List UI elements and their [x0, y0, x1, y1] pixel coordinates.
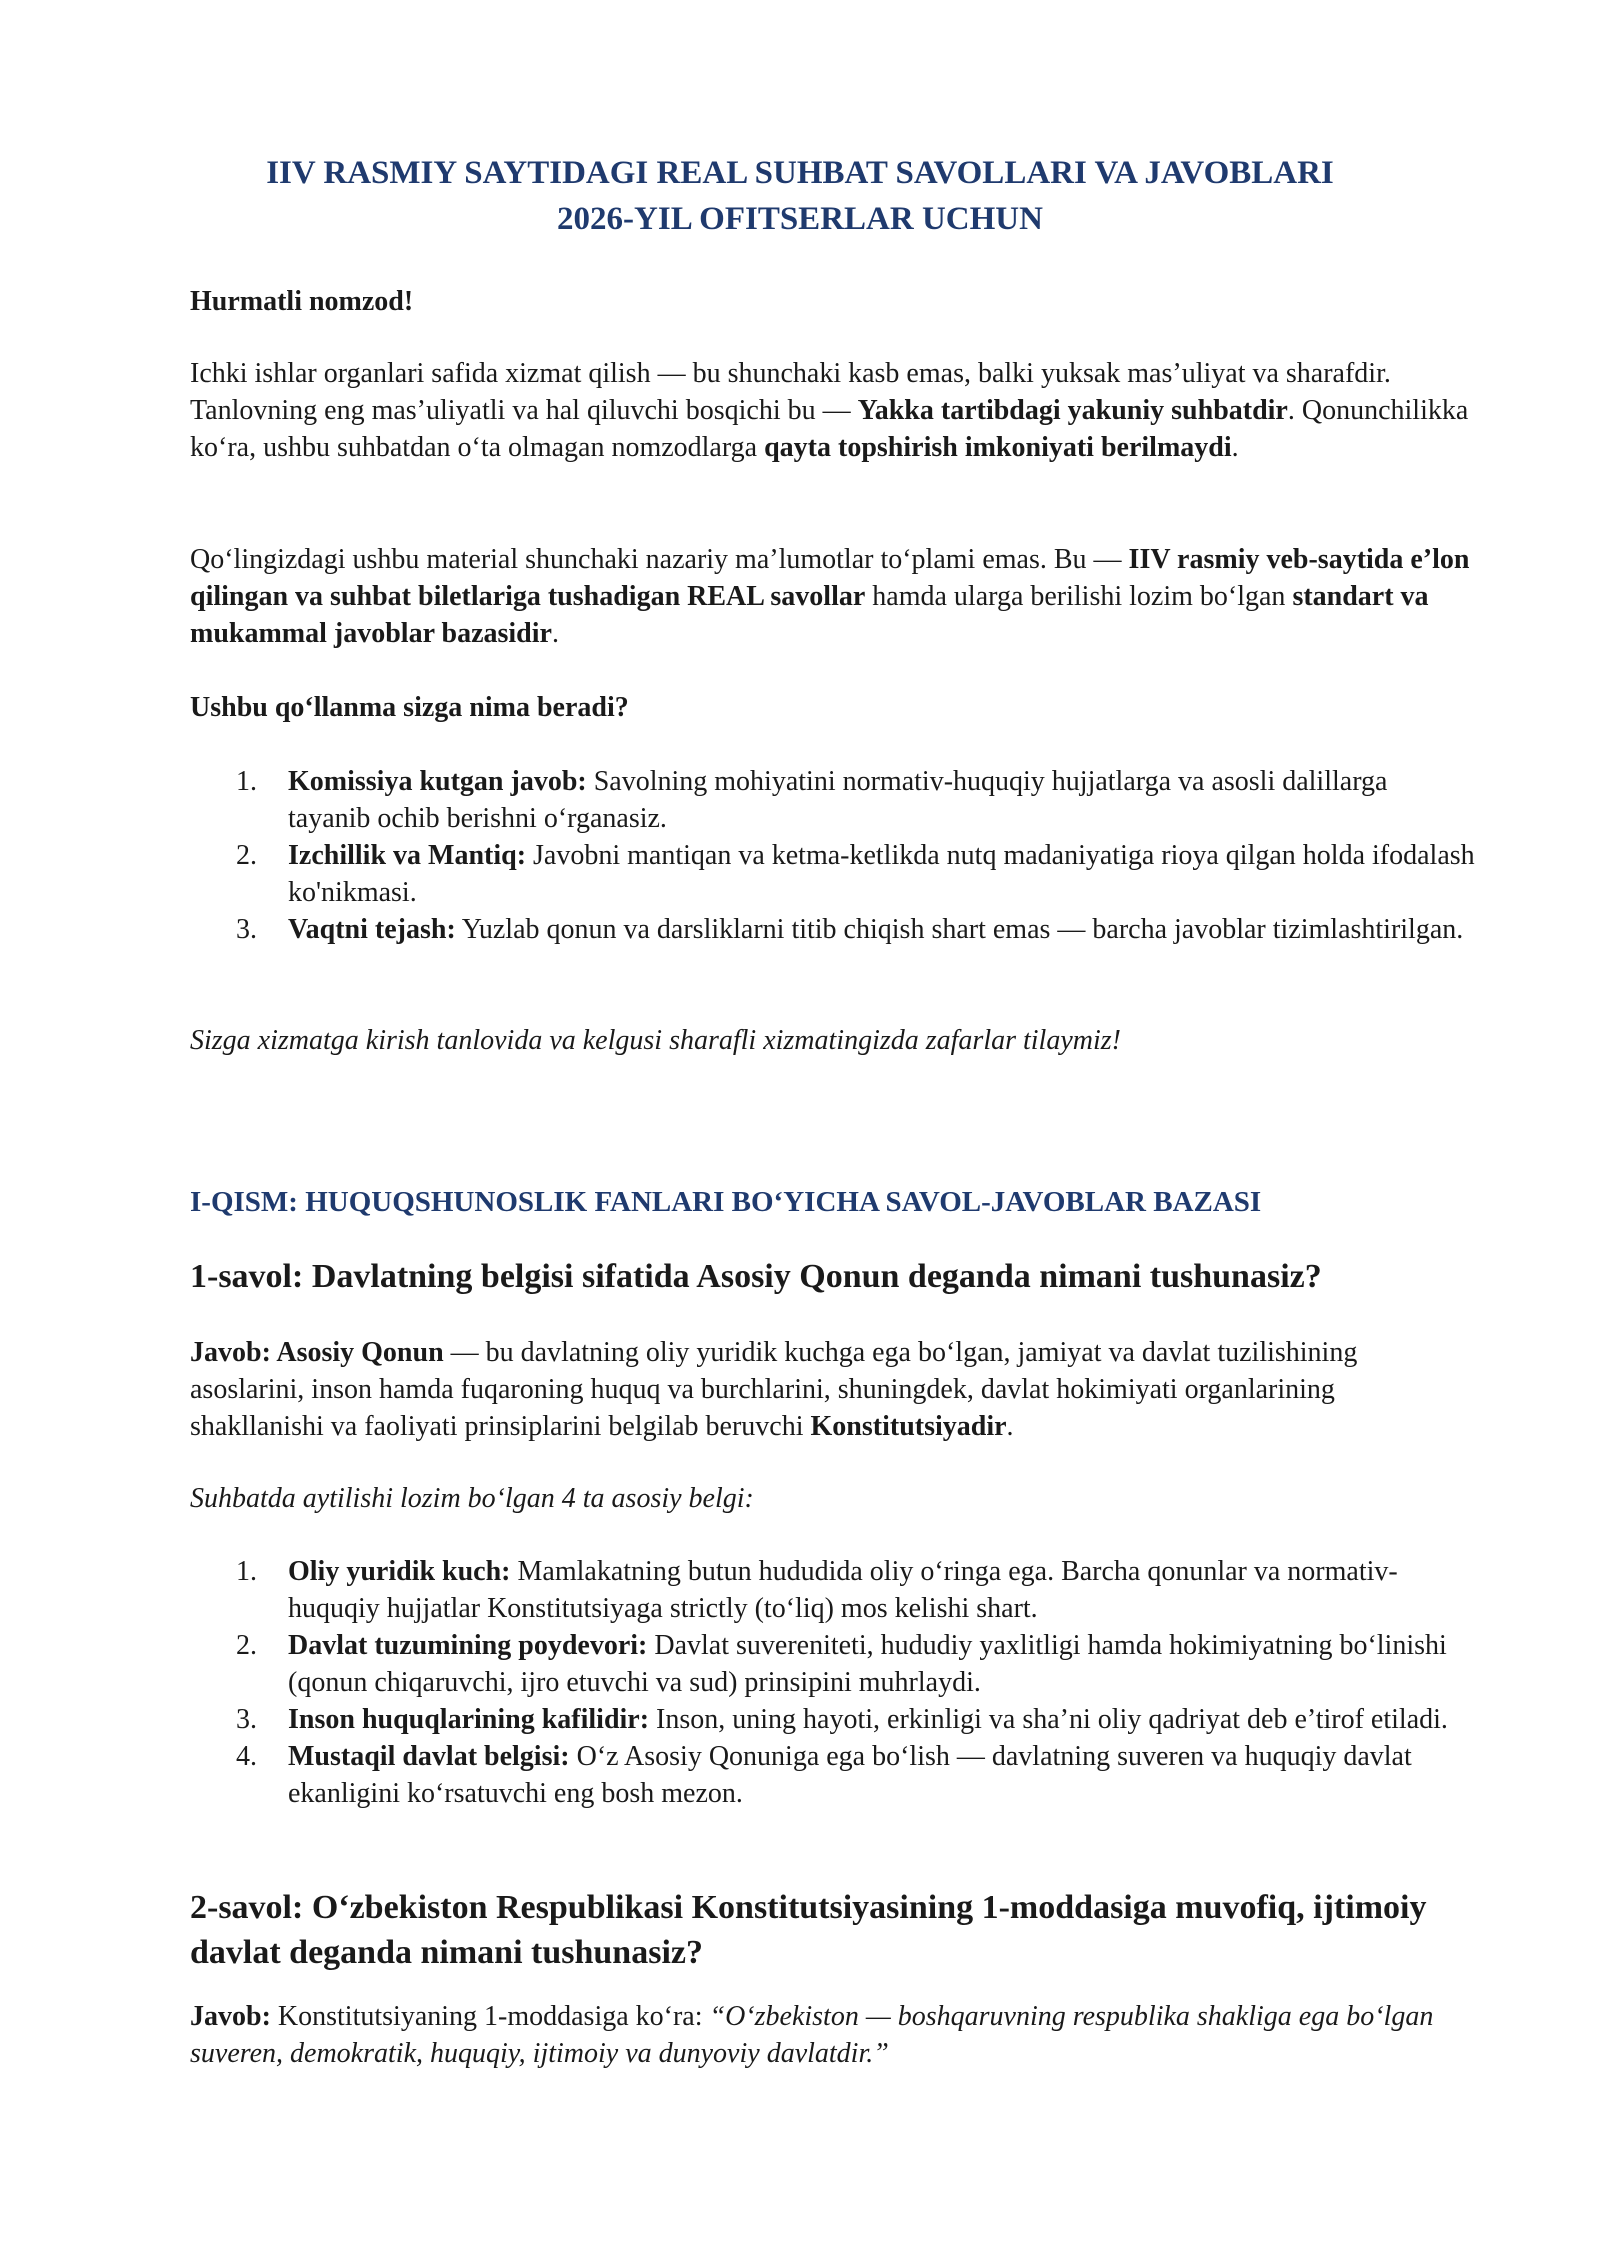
answer-1-end: .: [1006, 1411, 1014, 1442]
answer-2-label: Javob:: [190, 2001, 271, 2032]
list-item-text: Savolning mohiyatini normativ-huquqiy hujjatlarga va asosli dalillarga tayanib ochib berishni o‘rganasiz.: [288, 766, 1388, 834]
answer-1-label: Javob: Asosiy Qonun: [190, 1337, 444, 1368]
closing-wish: Sizga xizmatga kirish tanlovida va kelgusi sharafli xizmatingizda zafarlar tilaymiz!: [190, 1025, 1121, 1056]
answer-1-text: — bu davlatning oliy yuridik kuchga ega bo‘lgan, jamiyat va davlat tuzilishining asoslarini, inson hamda fuqaroning huquq va burchlarini, shuningdek, davlat hokimiyati organlarining shakllanishi va faoliyati prinsiplarini belgilab beruvchi: [190, 1337, 1358, 1442]
list-item: [190, 763, 1475, 837]
list-item: [190, 1701, 1475, 1738]
document-title: [140, 150, 1460, 242]
intro1-text-3: .: [1231, 432, 1239, 463]
list-item-text: Inson, uning hayoti, erkinligi va sha’ni oliy qadriyat deb e’tirof etiladi.: [649, 1704, 1448, 1735]
benefits-list: [190, 763, 1475, 948]
list-item-text: Mamlakatning butun hududida oliy o‘ringa ega. Barcha qonunlar va normativ-huquqiy hujjatlar Konstitutsiyaga strictly (to‘liq) mos kelishi shart.: [288, 1556, 1398, 1624]
answer-1-bold-end: Konstitutsiyadir: [810, 1411, 1007, 1442]
question-1: 1-savol: Davlatning belgisi sifatida Asosiy Qonun deganda nimani tushunasiz?: [190, 1258, 1322, 1295]
list-item-label: Komissiya kutgan javob:: [288, 766, 587, 797]
list-item: [190, 911, 1475, 948]
intro1-text-2: . Qonunchilikka ko‘ra, ushbu suhbatdan o‘ta olmagan nomzodlarga: [190, 395, 1469, 463]
list-item-label: Oliy yuridik kuch:: [288, 1556, 511, 1587]
list-item-number: 1.: [236, 766, 257, 797]
answer-1-subheading: Suhbatda aytilishi lozim bo‘lgan 4 ta asosiy belgi:: [190, 1483, 754, 1514]
title-line-1: IIV RASMIY SAYTIDAGI REAL SUHBAT SAVOLLARI VA JAVOBLARI: [266, 155, 1334, 191]
list-item-label: Mustaqil davlat belgisi:: [288, 1741, 570, 1772]
intro-paragraph-2: [190, 541, 1475, 652]
intro2-text-3: .: [551, 618, 559, 649]
list-item-number: 2.: [236, 840, 257, 871]
list-item-number: 1.: [236, 1556, 257, 1587]
intro-paragraph-1: [190, 355, 1475, 466]
list-item: [190, 837, 1475, 911]
intro1-text-1: Ichki ishlar organlari safida xizmat qilish — bu shunchaki kasb emas, balki yuksak mas’uliyat va sharafdir. Tanlovning eng mas’uliyatli va hal qiluvchi bosqichi bu —: [190, 358, 1391, 426]
list-item-label: Vaqtni tejash:: [288, 914, 456, 945]
list-item-label: Davlat tuzumining poydevori:: [288, 1630, 648, 1661]
intro1-bold-2: qayta topshirish imkoniyati berilmaydi: [764, 432, 1232, 463]
question-2: 2-savol: O‘zbekiston Respublikasi Konstitutsiyasining 1-moddasiga muvofiq, ijtimoiy davlat deganda nimani tushunasiz?: [190, 1889, 1427, 1971]
list-item-text: Yuzlab qonun va darsliklarni titib chiqish shart emas — barcha javoblar tizimlashtirilgan.: [455, 914, 1464, 945]
list-item-text: O‘z Asosiy Qonuniga ega bo‘lish — davlatning suveren va huquqiy davlat ekanligini ko‘rsatuvchi eng bosh mezon.: [288, 1741, 1412, 1809]
list-item: [190, 1553, 1475, 1627]
list-item: [190, 1627, 1475, 1701]
benefits-heading: Ushbu qo‘llanma sizga nima beradi?: [190, 692, 629, 723]
intro2-bold-1: IIV rasmiy veb-saytida e’lon qilingan va suhbat biletlariga tushadigan REAL savollar: [190, 544, 1470, 612]
title-line-2: 2026-YIL OFITSERLAR UCHUN: [557, 201, 1043, 237]
intro2-text-1: Qo‘lingizdagi ushbu material shunchaki nazariy ma’lumotlar to‘plami emas. Bu —: [190, 544, 1129, 575]
list-item-number: 2.: [236, 1630, 257, 1661]
list-item-number: 3.: [236, 1704, 257, 1735]
list-item-label: Inson huquqlarining kafilidir:: [288, 1704, 650, 1735]
constitution-features-list: [190, 1553, 1475, 1812]
answer-1: [190, 1334, 1475, 1445]
intro1-bold-1: Yakka tartibdagi yakuniy suhbatdir: [857, 395, 1288, 426]
section-title: I-QISM: HUQUQSHUNOSLIK FANLARI BO‘YICHA SAVOL-JAVOBLAR BAZASI: [190, 1186, 1262, 1218]
list-item-number: 3.: [236, 914, 257, 945]
greeting: Hurmatli nomzod!: [190, 286, 414, 317]
answer-2: [190, 1998, 1475, 2072]
list-item-label: Izchillik va Mantiq:: [288, 840, 527, 871]
intro2-text-2: hamda ularga berilishi lozim bo‘lgan: [865, 581, 1293, 612]
answer-2-text: Konstitutsiyaning 1-moddasiga ko‘ra:: [270, 2001, 710, 2032]
list-item-text: Davlat suvereniteti, hududiy yaxlitligi hamda hokimiyatning bo‘linishi (qonun chiqaruvchi, ijro etuvchi va sud) prinsipini muhrlaydi.: [288, 1630, 1447, 1698]
intro2-bold-2: standart va mukammal javoblar bazasidir: [190, 581, 1429, 649]
list-item: [190, 1738, 1475, 1812]
list-item-text: Javobni mantiqan va ketma-ketlikda nutq madaniyatiga rioya qilgan holda ifodalash ko'nikmasi.: [288, 840, 1475, 908]
list-item-number: 4.: [236, 1741, 257, 1772]
answer-2-quote: “O‘zbekiston — boshqaruvning respublika shakliga ega bo‘lgan suveren, demokratik, huquqiy, ijtimoiy va dunyoviy davlatdir.”: [190, 2001, 1434, 2069]
